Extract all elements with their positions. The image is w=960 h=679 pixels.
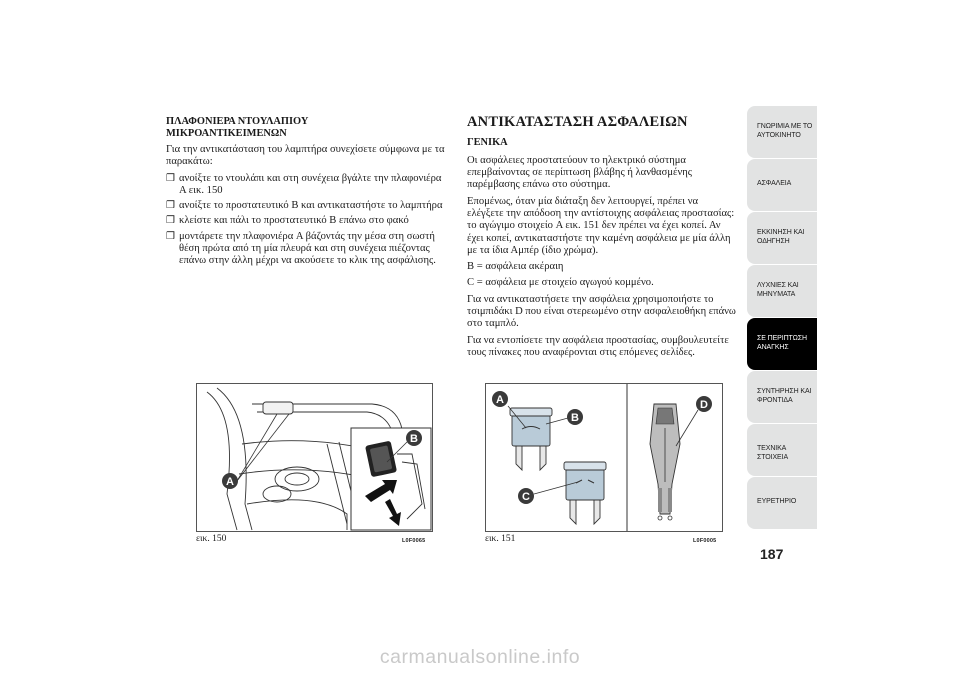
- lamp-housing: [263, 402, 293, 414]
- watermark: carmanualsonline.info: [379, 646, 581, 668]
- chapter-tabs: [747, 106, 817, 530]
- figure-151: [485, 383, 723, 532]
- label-c: C: [522, 491, 530, 503]
- paragraph: B = ασφάλεια ακέραιη: [467, 261, 564, 273]
- paragraph: Για να εντοπίσετε την ασφάλεια προστασίας, συμβουλευτείτε τους πίνακες που αναφέρονται στις επόμενες σελίδες.: [467, 334, 729, 358]
- tab-emergency[interactable]: ΣΕ ΠΕΡΙΠΤΩΣΗ ΑΝΑΓΚΗΣ: [747, 318, 817, 370]
- figure-150: [196, 383, 433, 532]
- paragraph: C = ασφάλεια με στοιχείο αγωγού κομμένο.: [467, 277, 654, 289]
- list-item: ❒ κλείστε και πάλι το προστατευτικό B επάνω στο φακό: [166, 215, 409, 227]
- tab-starting-driving[interactable]: ΕΚΚΙΝΗΣΗ ΚΑΙ ΟΔΗΓΗΣΗ: [747, 212, 817, 264]
- tab-index[interactable]: ΕΥΡΕΤΗΡΙΟ: [747, 477, 817, 529]
- section-subtitle: ΓΕΝΙΚΑ: [467, 137, 508, 149]
- label-d: D: [700, 399, 708, 411]
- paragraph: Για να αντικαταστήσετε την ασφάλεια χρησιμοποιήστε το τσιμπιδάκι D που είναι στερεωμένο στην ασφαλειοθήκη επάνω στο ταμπλό.: [467, 293, 736, 330]
- list-item: ❒ μοντάρετε την πλαφονιέρα A βάζοντάς την μέσα στη σωστή θέση πρώτα από τη μία πλευρά και στη συνέχεια πιέζοντας επάνω στην άλλη μέχρι να ακούσετε το κλικ της ασφάλισης.: [166, 230, 436, 267]
- label-a: A: [226, 476, 234, 488]
- figure-151-caption: εικ. 151: [485, 534, 516, 544]
- glovebox-lamp-illustration: [197, 384, 432, 531]
- section-heading: ΠΛΑΦΟΝΙΕΡΑ ΝΤΟΥΛΑΠΙΟΥ ΜΙΚΡΟΑΝΤΙΚΕΙΜΕΝΩΝ: [166, 116, 309, 139]
- checkbox-bullet-icon: ❒: [166, 230, 175, 242]
- fuse-illustration: [486, 384, 722, 531]
- figure-150-code: L0F0065: [402, 538, 426, 544]
- checkbox-bullet-icon: ❒: [166, 200, 175, 212]
- figure-150-caption: εικ. 150: [196, 534, 227, 544]
- fuse-tweezer: [650, 404, 680, 520]
- label-b: B: [571, 412, 579, 424]
- tab-technical-data[interactable]: ΤΕΧΝΙΚΑ ΣΤΟΙΧΕΙΑ: [747, 424, 817, 476]
- tab-getting-to-know[interactable]: ΓΝΩΡΙΜΙΑ ΜΕ ΤΟ ΑΥΤΟΚΙΝΗΤΟ: [747, 106, 817, 158]
- tab-maintenance[interactable]: ΣΥΝΤΗΡΗΣΗ ΚΑΙ ΦΡΟΝΤΙΔΑ: [747, 371, 817, 423]
- left-column: [166, 116, 451, 271]
- label-a: A: [496, 394, 504, 406]
- label-b: B: [410, 433, 418, 445]
- checkbox-bullet-icon: ❒: [166, 215, 175, 227]
- list-item: ❒ ανοίξτε το προστατευτικό B και αντικαταστήστε το λαμπτήρα: [166, 200, 443, 212]
- page-title: ΑΝΤΙΚΑΤΑΣΤΑΣΗ ΑΣΦΑΛΕΙΩΝ: [467, 114, 688, 130]
- list-item: ❒ ανοίξτε το ντουλάπι και στη συνέχεια βγάλτε την πλαφονιέρα A εικ. 150: [166, 172, 442, 196]
- tab-warning-lights[interactable]: ΛΥΧΝΙΕΣ ΚΑΙ ΜΗΝΥΜΑΤΑ: [747, 265, 817, 317]
- intro-text: Για την αντικατάσταση του λαμπτήρα συνεχίσετε σύμφωνα με τα παρακάτω:: [166, 144, 445, 168]
- page-number: 187: [760, 546, 784, 562]
- fuse-intact: [510, 408, 552, 470]
- checkbox-bullet-icon: ❒: [166, 172, 175, 184]
- fuse-blown: [564, 462, 606, 524]
- tab-safety[interactable]: ΑΣΦΑΛΕΙΑ: [747, 159, 817, 211]
- paragraph: Επομένως, όταν μία διάταξη δεν λειτουργεί, πρέπει να ελέγξετε την απόδοση την αντίστοιχης ασφάλειας προστασίας: το αγώγιμο στοιχείο A εικ. 151 δεν πρέπει να έχει κοπεί. Αν έχει κοπεί, αντικαταστήστε την καμένη ασφάλεια με μία άλλη με τα ίδια Αμπέρ (ίδιο χρώμα).: [467, 195, 735, 256]
- paragraph: Οι ασφάλειες προστατεύουν το ηλεκτρικό σύστημα επεμβαίνοντας σε περίπτωση βλάβης ή λανθασμένης παρέμβασης επάνω στο σύστημα.: [467, 154, 692, 191]
- figure-151-code: L0F0005: [693, 538, 717, 544]
- right-column: [467, 116, 737, 363]
